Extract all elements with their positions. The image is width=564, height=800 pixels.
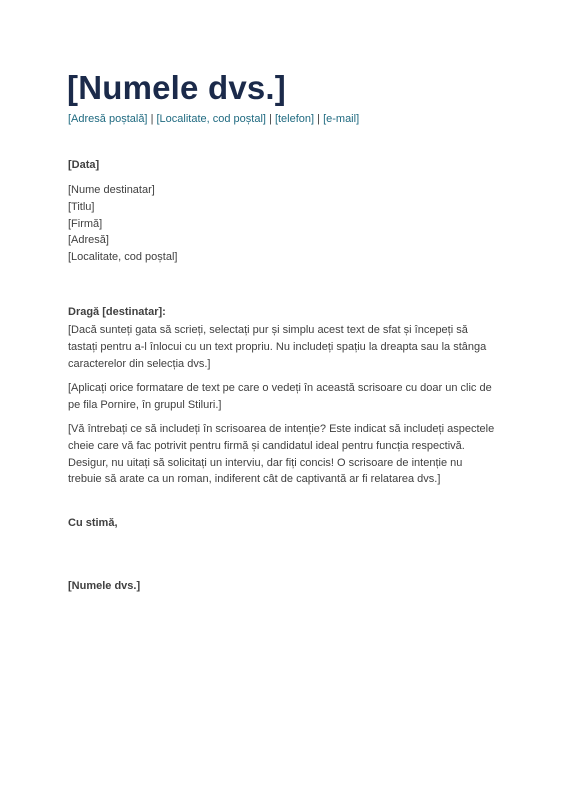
contact-separator: | xyxy=(269,113,272,125)
recipient-city[interactable]: [Localitate, cod poștal] xyxy=(68,251,178,264)
contact-email[interactable]: [e-mail] xyxy=(323,113,360,125)
body-paragraph-3[interactable]: [Vă întrebați ce să includeți în scrisoarea de intenție? Este indicat să includeți aspectele cheie care vă fac potrivit pentru firmă și candidatul ideal pentru funcția respectivă. Desigur, nu uitați să solicitați un interviu, dar fiți concis! O scrisoare de intenție nu trebuie să arate ca un roman, indiferent cât de captivantă ar fi relatarea dvs.] xyxy=(68,423,495,486)
contact-separator: | xyxy=(317,113,320,125)
recipient-block xyxy=(68,182,177,266)
contact-line xyxy=(68,112,359,127)
contact-city[interactable]: [Localitate, cod poștal] xyxy=(156,113,266,125)
recipient-name[interactable]: [Nume destinatar] xyxy=(68,184,155,196)
recipient-company[interactable]: [Firmă] xyxy=(68,217,103,230)
contact-phone[interactable]: [telefon] xyxy=(274,113,315,125)
letter-signature[interactable]: [Numele dvs.] xyxy=(68,580,141,592)
contact-address[interactable]: [Adresă poștală] xyxy=(68,113,148,125)
recipient-title[interactable]: [Titlu] xyxy=(68,200,95,213)
recipient-address[interactable]: [Adresă] xyxy=(68,234,109,247)
letter-date[interactable]: [Data] xyxy=(68,159,100,171)
body-paragraph-1[interactable]: [Dacă sunteți gata să scrieți, selectați pur și simplu acest text de sfat și începeți să tastați pentru a-l înlocui cu un text propriu. Nu includeți spațiu la dreapta sau la stânga caracterelor din selecția dvs.] xyxy=(68,324,487,370)
body-paragraph-2[interactable]: [Aplicați orice formatare de text pe care o vedeți în această scrisoare cu doar un clic de pe fila Pornire, în grupul Stiluri.] xyxy=(68,382,492,411)
letter-greeting[interactable]: Dragă [destinatar]: xyxy=(68,306,166,318)
letter-closing[interactable]: Cu stimă, xyxy=(68,517,118,529)
contact-separator: | xyxy=(150,113,154,125)
sender-name-title[interactable]: [Numele dvs.] xyxy=(67,69,286,106)
